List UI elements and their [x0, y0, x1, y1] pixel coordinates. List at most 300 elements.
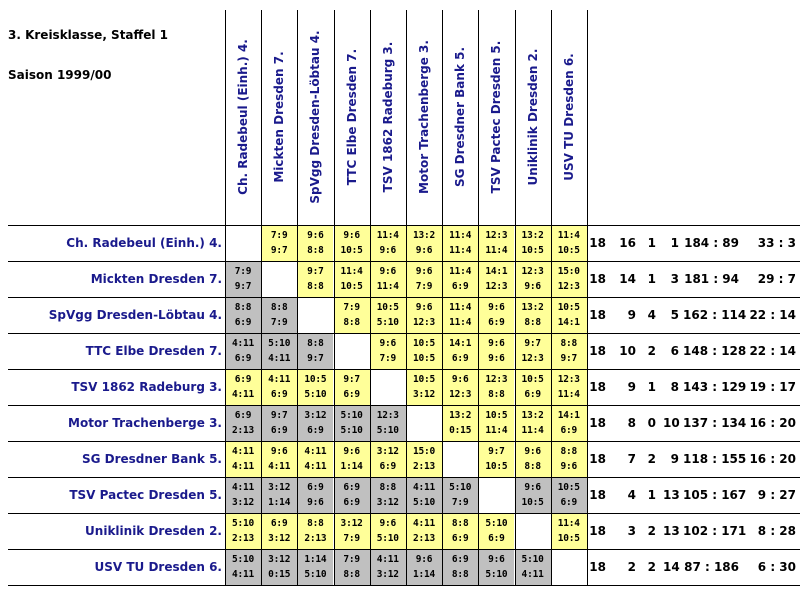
result-cell	[261, 441, 297, 477]
result-line: 9:6	[379, 338, 397, 349]
result-cell	[225, 297, 261, 333]
result-cell	[515, 549, 551, 585]
result-line: 11:4	[557, 230, 580, 241]
result-cell	[334, 441, 370, 477]
result-cell	[515, 261, 551, 297]
stat-won: 16	[619, 236, 636, 250]
stat-won: 9	[627, 308, 636, 322]
stat-lost: 5	[670, 308, 679, 322]
result-cell	[334, 261, 370, 297]
result-line: 9:7	[560, 353, 578, 364]
result-line: 10:5	[485, 461, 508, 472]
grid-hline	[8, 369, 800, 370]
result-line: 10:5	[412, 353, 436, 364]
season-title: Saison 1999/00	[8, 68, 112, 82]
result-cell	[406, 549, 442, 585]
stat-played: 18	[589, 524, 606, 538]
result-cell	[551, 225, 587, 261]
column-header	[478, 10, 514, 223]
result-line: 2:13	[412, 533, 436, 544]
result-line: 12:3	[485, 230, 508, 241]
result-line: 11:4	[557, 389, 580, 400]
result-line: 8:8	[234, 302, 252, 313]
result-line: 9:6	[560, 461, 578, 472]
stat-games: 102 : 171	[683, 524, 747, 538]
result-line: 5:10	[521, 554, 544, 565]
result-line: 11:4	[449, 317, 472, 328]
team-name: TSV Pactec Dresden 5.	[69, 488, 222, 502]
result-line: 8:8	[307, 518, 324, 529]
result-cell	[261, 333, 297, 369]
result-line: 8:8	[451, 518, 469, 529]
result-line: 13:2	[521, 302, 544, 313]
result-cell	[225, 333, 261, 369]
result-line: 9:7	[270, 245, 288, 256]
result-line: 9:6	[270, 446, 288, 457]
result-line: 12:3	[557, 281, 580, 292]
result-line: 15:0	[557, 266, 580, 277]
result-line: 4:11	[304, 461, 327, 472]
league-title: 3. Kreisklasse, Staffel 1	[8, 28, 169, 42]
result-cell	[225, 513, 261, 549]
result-cell	[225, 261, 261, 297]
result-cell	[551, 369, 587, 405]
column-header-label: Uniklinik Dresden 2.	[525, 48, 540, 185]
result-cell	[515, 369, 551, 405]
result-line: 6:9	[307, 425, 324, 436]
result-line: 11:4	[376, 281, 399, 292]
result-line: 9:7	[488, 446, 505, 457]
result-cell	[297, 405, 333, 441]
result-line: 8:8	[343, 569, 360, 580]
result-line: 11:4	[376, 230, 399, 241]
result-line: 12:3	[485, 374, 508, 385]
result-line: 10:5	[304, 374, 327, 385]
result-line: 9:7	[343, 374, 360, 385]
result-line: 9:6	[524, 446, 541, 457]
result-line: 13:2	[521, 230, 544, 241]
result-cell	[370, 441, 406, 477]
result-line: 5:10	[231, 518, 255, 529]
result-cell	[551, 333, 587, 369]
result-line: 3:12	[231, 497, 255, 508]
result-cell	[478, 261, 514, 297]
result-line: 7:9	[343, 533, 360, 544]
stat-won: 3	[627, 524, 636, 538]
stat-lost: 3	[670, 272, 679, 286]
result-cell	[551, 477, 587, 513]
result-cell	[442, 513, 478, 549]
column-header	[297, 10, 333, 223]
result-line: 3:12	[268, 482, 291, 493]
result-line: 13:2	[521, 410, 544, 421]
result-cell	[515, 477, 551, 513]
result-line: 6:9	[488, 533, 505, 544]
result-line: 12:3	[521, 353, 544, 364]
result-cell	[297, 225, 333, 261]
column-header-label: TSV 1862 Radeburg 3.	[380, 41, 395, 192]
result-cell	[297, 441, 333, 477]
result-line: 8:8	[524, 317, 541, 328]
column-header	[406, 10, 442, 223]
result-cell	[406, 333, 442, 369]
result-cell	[478, 513, 514, 549]
result-cell	[515, 405, 551, 441]
stat-points: 6 : 30	[757, 560, 796, 574]
result-cell	[261, 297, 297, 333]
result-cell	[261, 225, 297, 261]
stat-played: 18	[589, 488, 606, 502]
result-line: 9:6	[379, 245, 397, 256]
result-line: 9:6	[451, 374, 469, 385]
self-cell	[515, 513, 551, 549]
result-line: 8:8	[451, 569, 469, 580]
team-name: Motor Trachenberge 3.	[68, 416, 222, 430]
self-cell	[551, 549, 587, 585]
result-line: 4:11	[231, 461, 255, 472]
stat-lost: 6	[670, 344, 679, 358]
stat-played: 18	[589, 560, 606, 574]
column-header-label: Mickten Dresden 7.	[272, 50, 287, 183]
result-cell	[334, 297, 370, 333]
self-cell	[406, 405, 442, 441]
team-name: Mickten Dresden 7.	[90, 272, 222, 286]
result-line: 4:11	[412, 518, 436, 529]
stat-games: 148 : 128	[683, 344, 747, 358]
result-cell	[261, 513, 297, 549]
stat-drawn: 1	[647, 272, 656, 286]
result-line: 6:9	[488, 317, 505, 328]
result-line: 1:14	[412, 569, 436, 580]
team-name: SpVgg Dresden-Löbtau 4.	[48, 308, 222, 322]
result-line: 6:9	[379, 461, 397, 472]
result-line: 6:9	[270, 425, 288, 436]
column-header-label: USV TU Dresden 6.	[561, 52, 576, 181]
result-cell	[261, 477, 297, 513]
result-line: 6:9	[451, 353, 469, 364]
result-line: 6:9	[234, 317, 252, 328]
stat-games: 162 : 114	[683, 308, 747, 322]
result-line: 14:1	[557, 317, 580, 328]
result-line: 5:10	[485, 518, 508, 529]
result-line: 10:5	[412, 338, 436, 349]
result-line: 9:6	[488, 338, 505, 349]
result-line: 9:6	[415, 245, 433, 256]
column-header	[370, 10, 406, 223]
result-line: 11:4	[449, 266, 472, 277]
stat-points: 8 : 28	[757, 524, 796, 538]
result-cell	[406, 297, 442, 333]
result-cell	[406, 477, 442, 513]
stat-points: 29 : 7	[757, 272, 796, 286]
result-cell	[551, 297, 587, 333]
result-cell	[442, 549, 478, 585]
result-line: 10:5	[557, 302, 580, 313]
column-header-label: Motor Trachenberge 3.	[417, 39, 431, 194]
result-line: 2:13	[304, 533, 327, 544]
result-line: 10:5	[557, 245, 580, 256]
result-line: 6:9	[234, 353, 252, 364]
result-line: 6:9	[270, 389, 288, 400]
grid-hline	[8, 549, 800, 550]
result-line: 5:10	[449, 482, 472, 493]
grid-hline	[8, 225, 800, 226]
result-line: 9:6	[415, 302, 433, 313]
stat-lost: 13	[663, 488, 680, 502]
result-line: 8:8	[560, 446, 578, 457]
result-line: 6:9	[451, 281, 469, 292]
column-header-label: TTC Elbe Dresden 7.	[344, 48, 359, 185]
result-cell	[297, 333, 333, 369]
result-line: 7:9	[415, 281, 433, 292]
result-cell	[370, 261, 406, 297]
column-header	[261, 10, 297, 223]
column-header-label: SpVgg Dresden-Löbtau 4.	[308, 29, 323, 204]
stat-points: 19 : 17	[749, 380, 796, 394]
result-cell	[442, 477, 478, 513]
stat-drawn: 2	[647, 524, 656, 538]
stat-points: 22 : 14	[749, 308, 796, 322]
stat-played: 18	[589, 344, 606, 358]
result-line: 9:6	[379, 266, 397, 277]
grid-hline	[8, 297, 800, 298]
result-line: 7:9	[343, 302, 360, 313]
stat-drawn: 2	[647, 560, 656, 574]
result-line: 13:2	[412, 230, 436, 241]
result-line: 4:11	[231, 389, 255, 400]
stat-games: 105 : 167	[683, 488, 747, 502]
result-line: 5:10	[340, 410, 363, 421]
self-cell	[261, 261, 297, 297]
result-line: 6:9	[307, 482, 324, 493]
result-line: 4:11	[521, 569, 544, 580]
result-cell	[297, 261, 333, 297]
result-line: 4:11	[268, 374, 291, 385]
result-cell	[406, 369, 442, 405]
team-name: USV TU Dresden 6.	[94, 560, 222, 574]
stat-won: 10	[619, 344, 636, 358]
column-header	[551, 10, 587, 223]
stat-drawn: 4	[647, 308, 656, 322]
result-cell	[297, 369, 333, 405]
result-line: 1:14	[268, 497, 291, 508]
stat-drawn: 1	[647, 380, 656, 394]
stat-games: 181 : 94	[684, 272, 739, 286]
result-cell	[551, 405, 587, 441]
result-line: 4:11	[231, 446, 255, 457]
result-line: 8:8	[343, 317, 360, 328]
result-line: 7:9	[343, 554, 360, 565]
result-line: 6:9	[270, 518, 288, 529]
result-cell	[370, 405, 406, 441]
result-line: 10:5	[412, 374, 436, 385]
column-header	[334, 10, 370, 223]
result-line: 5:10	[376, 317, 399, 328]
result-line: 10:5	[557, 482, 580, 493]
result-line: 14:1	[485, 266, 508, 277]
result-line: 8:8	[560, 338, 578, 349]
result-line: 5:10	[412, 497, 436, 508]
result-line: 11:4	[521, 425, 544, 436]
result-cell	[442, 333, 478, 369]
team-name: TSV 1862 Radeburg 3.	[71, 380, 222, 394]
stat-won: 4	[627, 488, 636, 502]
result-line: 9:6	[415, 266, 433, 277]
result-line: 11:4	[449, 230, 472, 241]
result-line: 9:6	[307, 497, 324, 508]
result-line: 9:6	[488, 302, 505, 313]
result-line: 3:12	[376, 446, 399, 457]
stat-played: 18	[589, 416, 606, 430]
result-line: 9:6	[343, 446, 360, 457]
result-cell	[551, 441, 587, 477]
result-line: 6:9	[234, 374, 252, 385]
stat-games: 143 : 129	[683, 380, 747, 394]
result-cell	[225, 369, 261, 405]
stat-played: 18	[589, 452, 606, 466]
column-header-label: Ch. Radebeul (Einh.) 4.	[236, 38, 250, 195]
result-line: 7:9	[270, 317, 288, 328]
result-line: 5:10	[376, 425, 399, 436]
result-line: 3:12	[268, 554, 291, 565]
stat-lost: 8	[670, 380, 679, 394]
result-line: 12:3	[485, 281, 508, 292]
result-cell	[551, 261, 587, 297]
result-cell	[442, 297, 478, 333]
result-cell	[515, 441, 551, 477]
result-line: 1:14	[340, 461, 363, 472]
grid-hline	[8, 477, 800, 478]
grid-hline	[8, 513, 800, 514]
stat-lost: 1	[670, 236, 679, 250]
result-line: 6:9	[451, 554, 469, 565]
stat-points: 33 : 3	[757, 236, 796, 250]
result-line: 2:13	[231, 425, 255, 436]
grid-hline	[8, 333, 800, 334]
stat-won: 2	[627, 560, 636, 574]
result-cell	[551, 513, 587, 549]
stat-lost: 10	[663, 416, 680, 430]
result-line: 6:9	[343, 482, 360, 493]
result-line: 10:5	[485, 410, 508, 421]
stat-games: 137 : 134	[683, 416, 747, 430]
result-line: 6:9	[524, 389, 541, 400]
result-cell	[478, 225, 514, 261]
stat-games: 184 : 89	[684, 236, 739, 250]
result-line: 9:7	[307, 266, 324, 277]
result-line: 6:9	[234, 410, 252, 421]
stat-won: 9	[627, 380, 636, 394]
stat-won: 8	[627, 416, 636, 430]
result-line: 7:9	[451, 497, 469, 508]
result-line: 4:11	[304, 446, 327, 457]
result-line: 9:7	[234, 281, 252, 292]
result-line: 3:12	[340, 518, 363, 529]
result-cell	[297, 549, 333, 585]
result-cell	[225, 477, 261, 513]
result-cell	[406, 441, 442, 477]
result-line: 8:8	[307, 281, 324, 292]
stat-drawn: 1	[647, 236, 656, 250]
result-cell	[442, 405, 478, 441]
result-cell	[334, 225, 370, 261]
result-line: 10:5	[521, 497, 544, 508]
result-cell	[225, 405, 261, 441]
result-line: 4:11	[412, 482, 436, 493]
stat-points: 9 : 27	[757, 488, 796, 502]
team-name: Uniklinik Dresden 2.	[85, 524, 222, 538]
result-line: 9:6	[524, 281, 541, 292]
team-name: SG Dresdner Bank 5.	[81, 452, 222, 466]
result-cell	[334, 405, 370, 441]
result-cell	[370, 297, 406, 333]
result-line: 5:10	[376, 533, 399, 544]
result-line: 9:6	[379, 518, 397, 529]
stat-points: 22 : 14	[749, 344, 796, 358]
stat-points: 16 : 20	[749, 452, 796, 466]
stat-lost: 13	[663, 524, 680, 538]
result-line: 14:1	[557, 410, 580, 421]
stat-played: 18	[589, 380, 606, 394]
result-line: 10:5	[521, 374, 544, 385]
result-cell	[406, 261, 442, 297]
result-line: 3:12	[268, 533, 291, 544]
result-cell	[370, 549, 406, 585]
stat-games: 118 : 155	[683, 452, 747, 466]
result-cell	[478, 549, 514, 585]
result-line: 2:13	[231, 533, 255, 544]
stat-drawn: 2	[647, 344, 656, 358]
result-cell	[297, 477, 333, 513]
result-line: 3:12	[304, 410, 327, 421]
result-line: 15:0	[412, 446, 436, 457]
result-cell	[370, 513, 406, 549]
self-cell	[370, 369, 406, 405]
result-line: 6:9	[451, 533, 469, 544]
column-header-label: TSV Pactec Dresden 5.	[489, 40, 504, 193]
grid-hline	[8, 261, 800, 262]
result-cell	[478, 405, 514, 441]
result-line: 10:5	[557, 533, 580, 544]
result-line: 0:15	[449, 425, 472, 436]
stat-won: 7	[627, 452, 636, 466]
stat-lost: 14	[663, 560, 680, 574]
result-line: 9:6	[343, 230, 360, 241]
result-line: 9:6	[488, 554, 505, 565]
result-cell	[478, 369, 514, 405]
result-cell	[515, 333, 551, 369]
result-line: 8:8	[524, 461, 541, 472]
result-line: 5:10	[340, 425, 363, 436]
result-line: 4:11	[231, 338, 255, 349]
result-line: 8:8	[488, 389, 505, 400]
result-line: 6:9	[560, 497, 578, 508]
result-line: 12:3	[449, 389, 472, 400]
stat-drawn: 0	[647, 416, 656, 430]
result-line: 10:5	[376, 302, 399, 313]
result-line: 3:12	[376, 497, 399, 508]
result-cell	[478, 441, 514, 477]
result-line: 11:4	[449, 245, 472, 256]
result-cell	[442, 225, 478, 261]
result-line: 11:4	[449, 302, 472, 313]
team-name: Ch. Radebeul (Einh.) 4.	[66, 236, 222, 250]
result-cell	[297, 513, 333, 549]
result-cell	[370, 333, 406, 369]
result-cell	[334, 549, 370, 585]
result-line: 12:3	[412, 317, 436, 328]
result-cell	[442, 369, 478, 405]
